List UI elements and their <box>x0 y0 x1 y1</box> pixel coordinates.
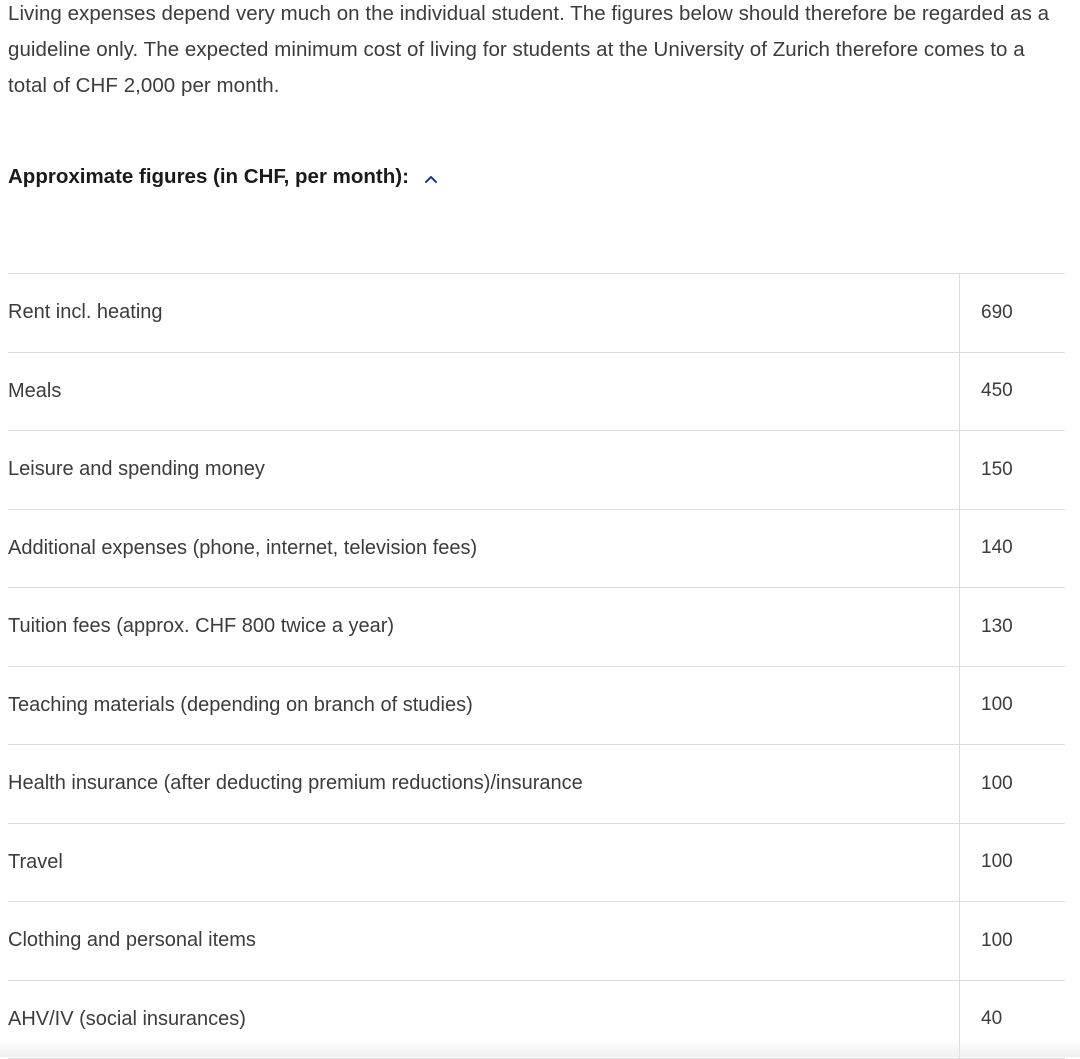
row-label: Meals <box>8 352 960 431</box>
row-value: 100 <box>960 745 1066 824</box>
intro-paragraph: Living expenses depend very much on the individual student. The figures below should therefore be regarded as a guideline only. The expected minimum cost of living for students at the University of Zurich therefore comes to a total of CHF 2,000 per month. <box>8 2 1050 97</box>
row-value: 130 <box>960 588 1066 667</box>
table-row <box>8 980 1065 1059</box>
row-value: 150 <box>960 431 1066 510</box>
row-value: 450 <box>960 352 1066 431</box>
row-value: 100 <box>960 823 1066 902</box>
row-value: 140 <box>960 509 1066 588</box>
row-label: Leisure and spending money <box>8 431 960 510</box>
row-value: 40 <box>960 980 1066 1059</box>
accordion-toggle[interactable] <box>8 162 439 192</box>
row-label: Teaching materials (depending on branch of studies) <box>8 666 960 745</box>
cost-table <box>8 273 1065 1059</box>
chevron-up-icon[interactable] <box>423 171 439 187</box>
row-label: Clothing and personal items <box>8 902 960 981</box>
row-value: 100 <box>960 902 1066 981</box>
row-label: Tuition fees (approx. CHF 800 twice a year) <box>8 588 960 667</box>
row-value: 690 <box>960 274 1066 353</box>
table-row <box>8 352 1065 431</box>
cost-table-body <box>8 274 1065 1059</box>
row-label: AHV/IV (social insurances) <box>8 980 960 1059</box>
table-row <box>8 588 1065 667</box>
table-row <box>8 902 1065 981</box>
table-row <box>8 509 1065 588</box>
table-row <box>8 745 1065 824</box>
row-label: Travel <box>8 823 960 902</box>
table-row <box>8 274 1065 353</box>
table-row <box>8 823 1065 902</box>
row-label: Additional expenses (phone, internet, television fees) <box>8 509 960 588</box>
section-heading: Approximate figures (in CHF, per month): <box>8 165 409 188</box>
row-label: Health insurance (after deducting premium reductions)/insurance <box>8 745 960 824</box>
row-label: Rent incl. heating <box>8 274 960 353</box>
table-row <box>8 431 1065 510</box>
row-value: 100 <box>960 666 1066 745</box>
table-row <box>8 666 1065 745</box>
